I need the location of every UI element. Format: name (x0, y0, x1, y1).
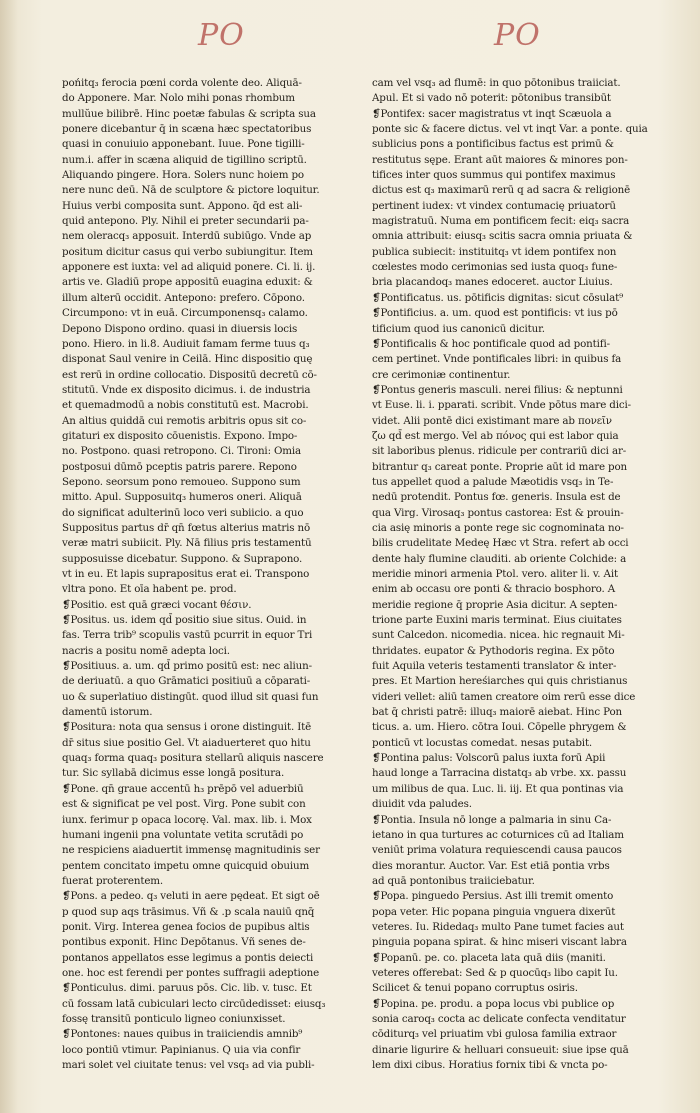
text-line: nacris a positu nomē adepta loci. (62, 644, 230, 657)
text-line: tifices inter quos summus qui pontifex maximus (372, 169, 616, 182)
text-line: postposui dūmō pceptis patris parere. Repono (62, 460, 297, 473)
text-line: videt. Alii pontē dici existimant mare ab πονεῖν (372, 414, 612, 427)
text-line: tus appellet quod a palude Mæotidis vsq₃ in Te- (372, 475, 614, 488)
text-line: tur. Sic syllabā dicimus esse longā positura. (62, 767, 285, 780)
text-line: videri vellet: aliū tamen creatore oim rerū esse dice (372, 690, 636, 703)
text-line: Huius verbi composita sunt. Appono. q̄d est ali- (62, 199, 303, 212)
text-line: ❡Pone. qn̄ graue accentū h₃ prēpō vel aduerbiū (62, 782, 304, 795)
text-line: enim ab occasu ore ponti & thracio bosphoro. A (372, 583, 616, 596)
text-line: sunt Calcedon. nicomedia. nicea. hic regnauit Mi- (372, 629, 625, 642)
text-line: fossę transitū ponticulo ligneo coniunxisset. (62, 1012, 286, 1025)
text-line: restitutus sępe. Erant aūt maiores & minores pon- (372, 153, 628, 166)
text-line: p quod sup aqs trāsimus. Vñ & .p scala nauiū qnq̄ (62, 905, 315, 918)
text-line: mullŭue bilibrē. Hinc poetæ fabulas & scripta sua (62, 107, 316, 120)
text-line: ne respiciens aiaduertit immensę magnitudinis ser (62, 844, 320, 857)
text-line: pentem concitato impetu omne quicquid obuium (62, 859, 310, 872)
text-line: veteres offerebat: Sed & p quocūq₃ libo capit Iu. (372, 966, 618, 979)
text-line: ad quā pontonibus traiiciebatur. (372, 874, 535, 887)
text-line: ❡Positio. est quā græci vocant θέσιν. (62, 598, 252, 611)
text-line: ❡Pontus generis masculi. nerei filius: & neptunni (372, 383, 623, 396)
text-line: nem oleracq₃ apposuit. Interdū subiūgo. Vnde ap (62, 230, 312, 243)
text-line: bria placandoq₃ manes edoceret. auctor Liuius. (372, 276, 613, 289)
text-line: nere nunc deū. Nā de sculptore & pictore loquitur. (62, 184, 320, 197)
text-line: Aliquando pingere. Hora. Solers nunc hoiem po (62, 169, 304, 182)
text-line: illum alterū occidit. Antepono: prefero. Cōpono. (62, 291, 305, 304)
text-line: quasi in conuiuio apponebant. Iuue. Pone tigilli- (62, 138, 305, 151)
binding-shadow (0, 0, 18, 1113)
text-line: supposuisse dicebatur. Suppono. & Suprapono. (62, 552, 303, 565)
text-line: omnia attribuit: eiusq₃ scitis sacra omnia priuata & (372, 230, 633, 243)
text-line: vt Euse. li. i. pparati. scribit. Vnde pōtus mare dici- (372, 399, 631, 412)
text-line: bitrantur q₃ careat ponte. Proprie aūt id mare pon (372, 460, 628, 473)
text-line: nedū protendit. Pontus fœ. generis. Insula est de (372, 491, 621, 504)
text-line: ❡Pontina palus: Volscorū palus iuxta forū Apii (372, 752, 606, 765)
text-line: bilis crudelitate Medeę Hæc vt Stra. refert ab occi (372, 537, 629, 550)
text-line: dr̄ situs siue positio Gel. Vt aiaduerteret quo hitu (62, 736, 311, 749)
text-line: pres. Et Martion hereśiarches qui quis christianus (372, 675, 628, 688)
text-line: veteres. Iu. Ridedaq₃ multo Pane tumet facies aut (372, 920, 624, 933)
text-line: do significat adulterinū loco veri subiicio. a quo (62, 506, 304, 519)
text-line: ❡Pontones: naues quibus in traiiciendis amnib⁹ (62, 1028, 303, 1041)
text-line: ζω qd̄ est mergo. Vel ab πόνος qui est labor quia (372, 429, 619, 442)
text-line: diuidit vda paludes. (372, 798, 472, 811)
running-head-left: PO (198, 18, 245, 53)
text-line: fuerat proterentem. (62, 874, 164, 887)
text-line: ticus. a. um. Hiero. cōtra Ioui. Cōpelle phrygem & (372, 721, 627, 734)
text-line: ❡Positus. us. idem qd̄ positio siue situs. Ouid. in (62, 614, 307, 627)
text-line: veræ matri subiicit. Ply. Nā filius pris testamentū (62, 537, 312, 550)
text-line: meridie regione q̄ proprie Asia dicitur. A septen- (372, 598, 618, 611)
text-line: Scilicet & tenui popano corruptus osiris. (372, 982, 578, 995)
text-line: bat q̄ christi patrē: illuq₃ maiorē aiebat. Hinc Pon (372, 706, 622, 719)
text-line: pontibus exponit. Hinc Depōtanus. Vñ senes de- (62, 936, 306, 949)
text-line: ❡Pontificius. a. um. quod est pontificis: vt ius pō (372, 307, 618, 320)
text-line: disponat Saul venire in Ceilā. Hinc dispositio quę (62, 353, 313, 366)
text-line: thridates. eupator & Pythodoris regina. Ex pōto (372, 644, 615, 657)
text-line: quaq₃ forma quaq₃ positura stellarū aliquis nascere (62, 752, 324, 765)
text-line: ponticū vt locustas comedat. nesas putabit. (372, 736, 593, 749)
text-line: pontanos appellatos esse legimus a pontis deiecti (62, 951, 314, 964)
text-line: tificium quod ius canonicū dicitur. (372, 322, 545, 335)
text-line: dies morantur. Auctor. Var. Est etiā pontia vrbs (372, 859, 610, 872)
text-line: damentū istorum. (62, 706, 153, 719)
text-line: Suppositus partus dr̄ qn̄ fœtus alterius matris nō (62, 521, 311, 534)
text-line: ponit. Virg. Interea genea focios de pupibus altis (62, 920, 310, 933)
text-line: An altius quiddā cui remotis arbitris opus sit co- (62, 414, 307, 427)
text-line: fuit Aquila veteris testamenti translator & inter- (372, 660, 617, 673)
text-line: ❡Pontia. Insula nō longe a palmaria in sinu Ca- (372, 813, 612, 826)
text-line: do Apponere. Mar. Nolo mihi ponas rhombum (62, 92, 295, 105)
text-line: est & significat pe vel post. Virg. Pone subit con (62, 798, 306, 811)
text-line: qua Virg. Virosaq₃ pontus castorea: Est & prouin- (372, 506, 624, 519)
text-line: ietano in qua turtures ac coturnices cū ad Italiam (372, 828, 624, 841)
text-line: Depono Dispono ordino. quasi in diuersis locis (62, 322, 298, 335)
text-line: apponere est iuxta: vel ad aliquid ponere. Ci. li. ij. (62, 261, 316, 274)
text-line: ❡Pontificatus. us. pōtificis dignitas: sicut cōsulat⁹ (372, 291, 624, 304)
text-line: sonia caroq₃ cocta ac delicate confecta venditatur (372, 1012, 626, 1025)
text-line: veniūt prima volatura requiescendi causa paucos (372, 844, 622, 857)
text-line: num.i. affer in scæna aliquid de tigillino scriptū. (62, 153, 307, 166)
text-line: ❡Popa. pinguedo Persius. Ast illi tremit omento (372, 890, 614, 903)
text-line: trione parte Euxini maris terminat. Eius ciuitates (372, 614, 622, 627)
text-line: Circumpono: vt in euā. Circumponensq₃ calamo. (62, 307, 308, 320)
text-line: cia asię minoris a ponte rege sic cognominata no- (372, 521, 624, 534)
text-line: vt in eu. Et lapis suprapositus erat ei. Transpono (62, 568, 310, 580)
text-line: Apul. Et si vado nō poterit: pōtonibus transibūt (372, 92, 611, 105)
text-line: de deriuatū. a quo Grāmatici positiuū a cōparati- (62, 675, 311, 688)
text-line: ❡Popanū. pe. co. placeta lata quā diis (maniti. (372, 951, 606, 964)
left-column (62, 76, 354, 1073)
text-line: pertinent iudex: vt vindex contumacię priuatorū (372, 199, 616, 212)
text-line: fas. Terra trib⁹ scopulis vastū pcurrit in equor Tri (62, 629, 313, 642)
text-line: cū fossam latā cubiculari lecto circūdedisset: eiusq₃ (62, 997, 326, 1010)
text-line: meridie minori armenia Ptol. vero. aliter li. v. Ait (372, 568, 618, 580)
text-line: ❡Pontificalis & hoc pontificale quod ad pontifi- (372, 337, 610, 350)
text-line: pońitq₃ ferocia pœni corda volente deo. Aliquā- (62, 77, 302, 89)
text-line: ❡Positura: nota qua sensus i orone distinguit. Itē (62, 721, 312, 734)
text-line: Sepono. seorsum pono remoueo. Suppono sum (62, 475, 301, 488)
text-line: sublicius pons a pontificibus factus est primū & (372, 138, 614, 151)
text-line: one. hoc est ferendi per pontes suffragii adeptione (62, 966, 320, 979)
text-line: sit laboribus plenus. ridicule per contrariū dici ar- (372, 445, 627, 458)
text-line: cam vel vsq₃ ad flumē: in quo pōtonibus traiiciat. (372, 77, 621, 89)
text-line: ponere dicebantur q̄ in scæna hæc spectatoribus (62, 123, 312, 136)
text-line: positum dicitur casus qui verbo subiungitur. Item (62, 245, 313, 258)
text-line: stitutū. Vnde ex disposito dicimus. i. de industria (62, 383, 311, 396)
text-line: cōditurq₃ vel priuatim vbi gulosa familia extraor (372, 1028, 617, 1041)
text-line: ❡Ponticulus. dimi. paruus pōs. Cic. lib. v. tusc. Et (62, 982, 312, 995)
text-line: popa veter. Hic popana pinguia vnguera dixerūt (372, 905, 616, 918)
text-line: no. Postpono. quasi retropono. Ci. Tironi: Omia (62, 445, 302, 458)
text-line: ❡Pontifex: sacer magistratus vt inqt Scæuola a (372, 107, 612, 120)
text-line: dictus est q₃ maximarū rerū q ad sacra & religionē (372, 184, 631, 197)
text-line: iunx. ferimur p opaca locorę. Val. max. lib. i. Mox (62, 813, 312, 826)
text-line: cem pertinet. Vnde pontificales libri: in quibus fa (372, 353, 622, 366)
text-line: et quemadmodū a nobis constitutū est. Macrobi. (62, 399, 309, 412)
text-line: vltra pono. Et oīa habent pe. prod. (62, 583, 237, 596)
text-line: lem dixi cibus. Horatius fornix tibi & vncta po- (372, 1059, 608, 1071)
text-line: loco pontiū vtimur. Papinianus. Q uia via confir (62, 1043, 301, 1056)
text-line: dente haly flumine clauditi. ab oriente Colchide: a (372, 552, 627, 565)
right-column (372, 76, 664, 1073)
text-line: uo & superlatiuo distingūt. quod illud sit quasi fun (62, 690, 319, 703)
text-line: ponte sic & facere dictus. vel vt inqt Var. a ponte. quia (372, 123, 648, 136)
text-line: publica subiecit: instituitq₃ vt idem pontifex non (372, 245, 617, 258)
text-line: cre cerimoniæ continentur. (372, 368, 511, 381)
text-line: pono. Hiero. in li.8. Audiuit famam ferme tuus q₃ (62, 337, 310, 350)
text-line: humani ingenii pna voluntate vetita scrutādi po (62, 828, 304, 841)
text-line: quid antepono. Ply. Nihil ei preter secundarii pa- (62, 215, 309, 228)
text-line: mitto. Apul. Supposuitq₃ humeros oneri. Aliquā (62, 491, 302, 504)
text-line: ❡Positiuus. a. um. qd̄ primo positū est: nec aliun- (62, 660, 312, 673)
text-line: mari solet vel ciuitate tenus: vel vsq₃ ad via publi- (62, 1059, 315, 1071)
running-head-right: PO (494, 18, 541, 53)
text-line: cœlestes modo cerimonias sed iusta quoq₃ fune- (372, 261, 618, 274)
text-line: pinguia popana spirat. & hinc miseri viscant labra (372, 936, 627, 949)
text-line: haud longe a Tarracina distatq₃ ab vrbe. xx. passu (372, 767, 627, 780)
text-line: ❡Pons. a pedeo. q₃ veluti in aere pędeat. Et sigt oē (62, 890, 320, 903)
text-line: um milibus de qua. Luc. li. iij. Et qua pontinas via (372, 782, 624, 795)
text-line: dinarie ligurire & helluari consueuit: siue ipse quā (372, 1043, 629, 1056)
text-line: est rerū in ordine collocatio. Dispositū decretū cō- (62, 368, 317, 381)
text-line: ❡Popina. pe. produ. a popa locus vbi publice op (372, 997, 615, 1010)
text-line: gitaturi ex disposito cōuenistis. Expono. Impo- (62, 429, 298, 442)
text-line: magistratuū. Numa em pontificem fecit: eiq₃ sacra (372, 215, 630, 228)
text-line: artis ve. Gladiū prope appositū euagina eduxit: & (62, 276, 313, 289)
